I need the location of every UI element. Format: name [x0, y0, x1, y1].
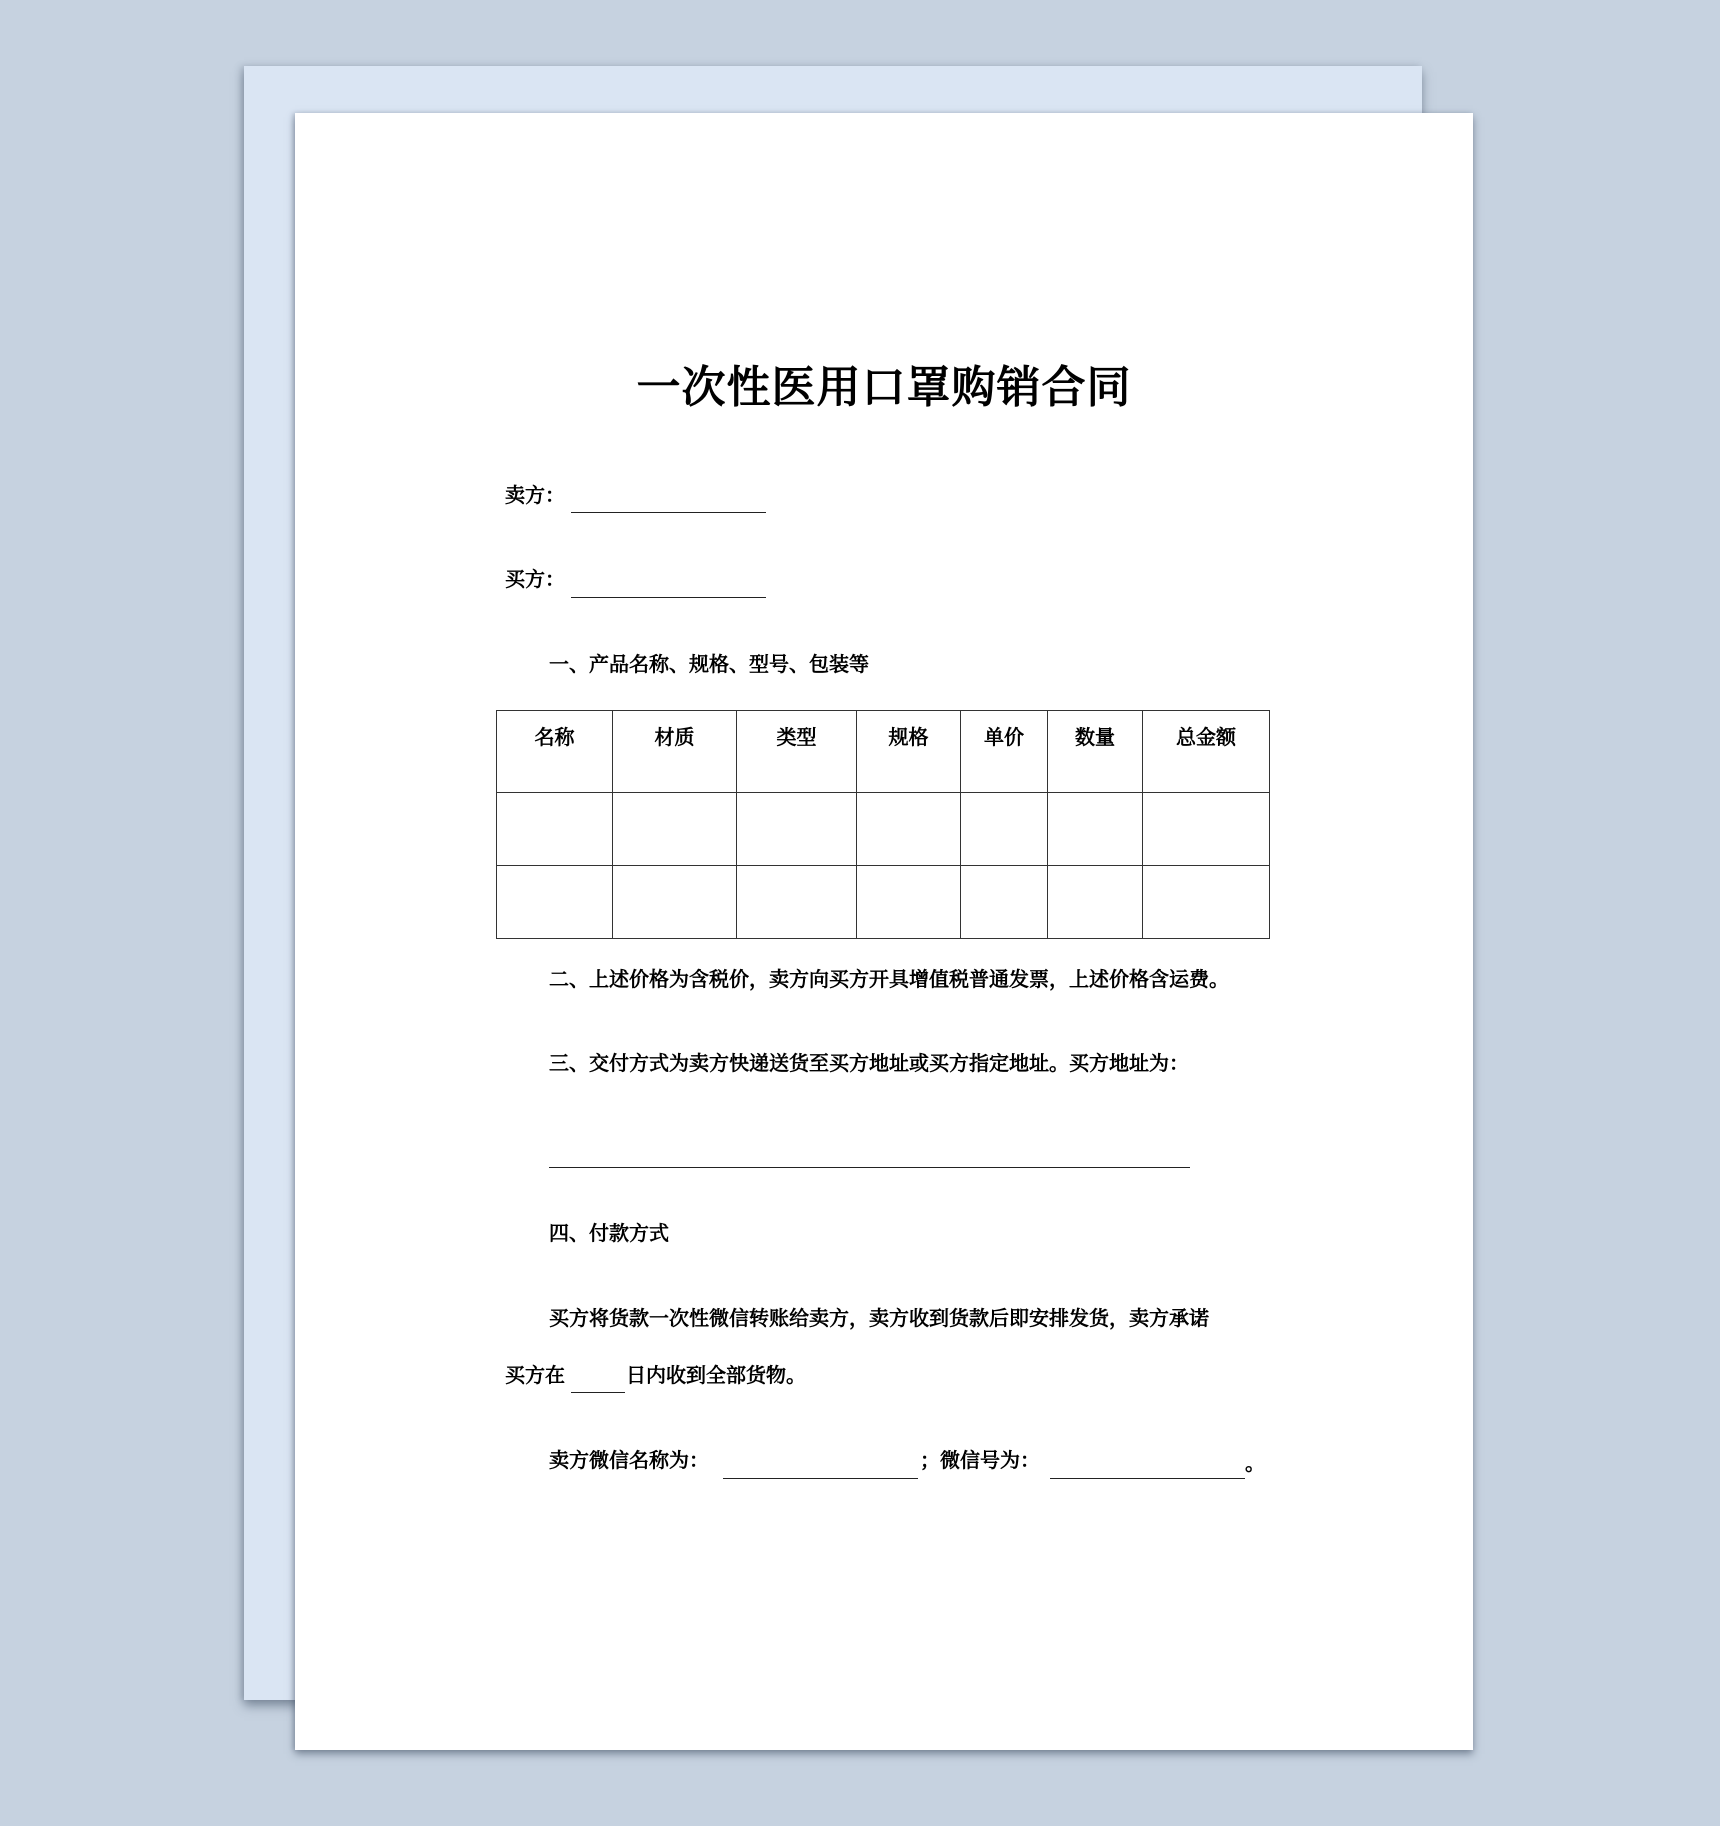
table-cell[interactable] [613, 866, 737, 939]
column-header-spec: 规格 [857, 711, 961, 793]
wechat-id-label: 微信号为： [940, 1448, 1040, 1472]
seller-label: 卖方： [505, 483, 565, 507]
wechat-name-label: 卖方微信名称为： [549, 1448, 709, 1472]
buyer-address-underline [549, 1167, 1190, 1168]
column-header-total-amount: 总金额 [1143, 711, 1270, 793]
section4-heading: 四、付款方式 [549, 1221, 669, 1245]
table-cell[interactable] [613, 793, 737, 866]
table-cell[interactable] [857, 866, 961, 939]
column-header-quantity: 数量 [1048, 711, 1143, 793]
product-spec-table [496, 710, 1270, 939]
separator-semicolon: ； [920, 1448, 940, 1472]
table-cell[interactable] [737, 866, 857, 939]
table-cell[interactable] [737, 793, 857, 866]
buyer-field[interactable] [571, 567, 766, 593]
column-header-unit-price: 单价 [961, 711, 1048, 793]
table-cell[interactable] [961, 793, 1048, 866]
section3-text: 三、交付方式为卖方快递送货至买方地址或买方指定地址。买方地址为： [549, 1051, 1189, 1075]
buyer-underline [571, 597, 766, 598]
section2-text: 二、上述价格为含税价，卖方向买方开具增值税普通发票，上述价格含运费。 [549, 967, 1229, 991]
table-cell[interactable] [1143, 793, 1270, 866]
table-header-row [497, 711, 1270, 793]
column-header-name: 名称 [497, 711, 613, 793]
end-period: 。 [1245, 1451, 1265, 1475]
wechat-id-field[interactable] [1050, 1448, 1245, 1474]
seller-underline [571, 512, 766, 513]
contract-page [295, 113, 1473, 1750]
table-cell[interactable] [497, 866, 613, 939]
table-cell[interactable] [1048, 866, 1143, 939]
column-header-material: 材质 [613, 711, 737, 793]
table-cell[interactable] [857, 793, 961, 866]
table-cell[interactable] [497, 793, 613, 866]
wechat-name-field[interactable] [723, 1448, 918, 1474]
buyer-label: 买方： [505, 567, 565, 591]
section1-heading: 一、产品名称、规格、型号、包装等 [549, 652, 869, 676]
buyer-address-field[interactable] [549, 1139, 1190, 1165]
document-title: 一次性医用口罩购销合同 [636, 362, 1132, 413]
table-cell[interactable] [1048, 793, 1143, 866]
delivery-days-underline [571, 1392, 625, 1393]
wechat-name-underline [723, 1478, 918, 1479]
table-cell[interactable] [1143, 866, 1270, 939]
column-header-type: 类型 [737, 711, 857, 793]
table-row [497, 793, 1270, 866]
table-row [497, 866, 1270, 939]
delivery-days-field[interactable] [571, 1363, 625, 1389]
wechat-id-underline [1050, 1478, 1245, 1479]
table-cell[interactable] [961, 866, 1048, 939]
payment-paragraph-line2-suffix: 日内收到全部货物。 [626, 1363, 806, 1387]
seller-field[interactable] [571, 483, 766, 509]
payment-paragraph-line2-prefix: 买方在 [505, 1363, 565, 1387]
payment-paragraph-line1: 买方将货款一次性微信转账给卖方，卖方收到货款后即安排发货，卖方承诺 [549, 1306, 1209, 1330]
